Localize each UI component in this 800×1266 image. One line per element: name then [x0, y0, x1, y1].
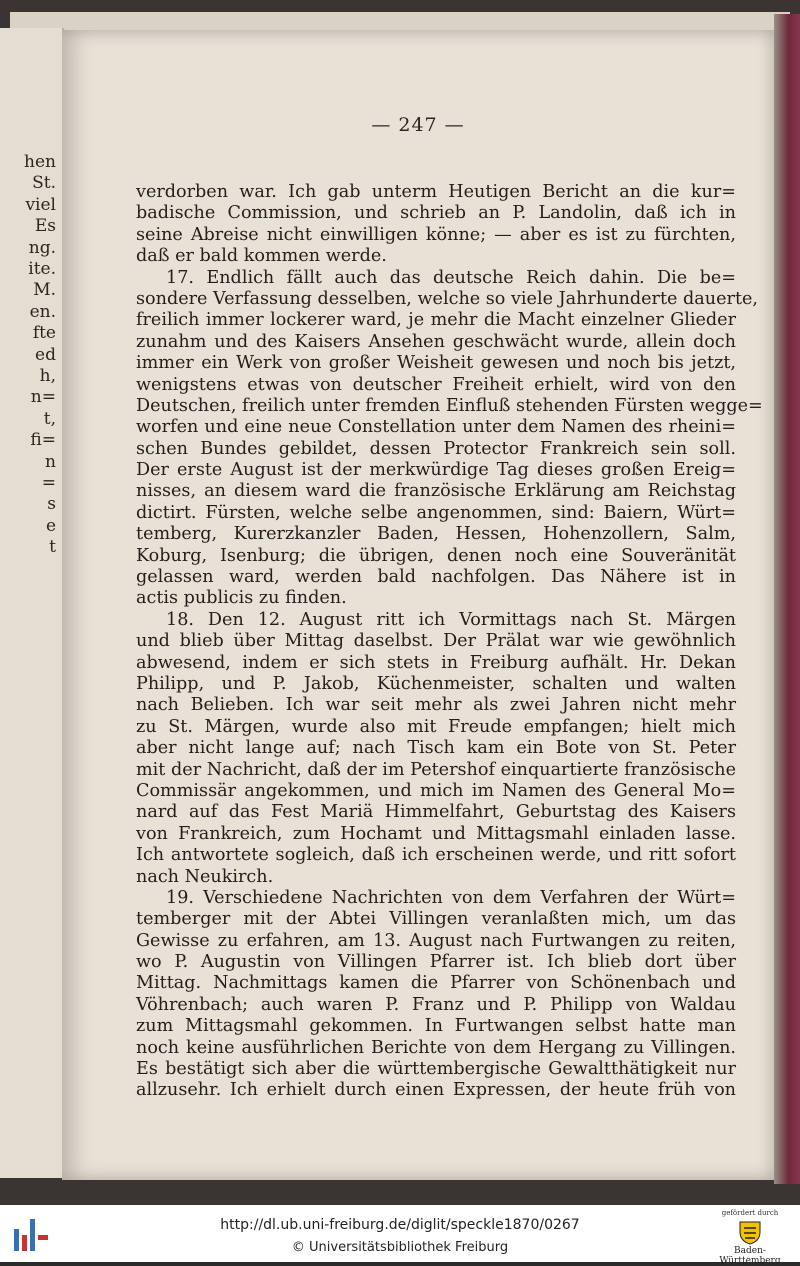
left-page-text-fragment: ed: [35, 344, 56, 365]
text-line: von Frankreich, zum Hochamt und Mittagsmahl einladen lasse.: [136, 823, 736, 844]
book-cover-edge: [774, 14, 800, 1184]
text-line: dictirt. Fürsten, welche selbe angenommen, sind: Baiern, Würt=: [136, 502, 736, 523]
left-page-text-fragment: n: [45, 451, 56, 472]
text-line: Philipp, und P. Jakob, Küchenmeister, schalten und walten: [136, 673, 736, 694]
left-page-text-fragment: ng.: [28, 237, 56, 258]
text-line: actis publicis zu finden.: [136, 588, 347, 609]
text-line: 19. Verschiedene Nachrichten von dem Verfahren der Würt=: [166, 887, 736, 908]
left-page-text-fragment: Es: [34, 216, 56, 237]
left-page-text-fragment: s: [47, 494, 56, 515]
text-line: Vöhrenbach; auch waren P. Franz und P. Philipp von Waldau: [136, 994, 736, 1015]
text-line: Der erste August ist der merkwürdige Tag dieses großen Ereig=: [136, 460, 736, 481]
text-line: nisses, an diesem ward die französische Erklärung am Reichstag: [136, 481, 736, 502]
text-line: badische Commission, und schrieb an P. Landolin, daß ich in: [136, 203, 736, 224]
funder-badge: [710, 1209, 790, 1266]
document-url-link[interactable]: http://dl.ub.uni-freiburg.de/diglit/speckle1870/0267: [220, 1217, 580, 1233]
left-page-text-fragment: t,: [43, 408, 56, 429]
text-line: allzusehr. Ich erhielt durch einen Expressen, der heute früh von: [136, 1080, 736, 1101]
text-line: nach Neukirch.: [136, 866, 274, 887]
copyright-notice: © Universitätsbibliothek Freiburg: [291, 1240, 509, 1255]
text-line: Mittag. Nachmittags kamen die Pfarrer von Schönenbach und: [136, 973, 736, 994]
left-page-text-fragment: ite.: [28, 259, 56, 279]
left-page-fragment: [0, 28, 64, 1178]
text-line: Es bestätigt sich aber die württembergische Gewaltthätigkeit nur: [136, 1059, 736, 1080]
text-line: 17. Endlich fällt auch das deutsche Reich dahin. Die be=: [166, 267, 736, 288]
text-line: zunahm und des Kaisers Ansehen geschwächt wurde, allein doch: [136, 331, 736, 352]
text-line: temberger mit der Abtei Villingen veranlaßten mich, um das: [136, 909, 736, 930]
text-line: 18. Den 12. August ritt ich Vormittags nach St. Märgen: [166, 609, 736, 630]
page-number: — 247 —: [371, 114, 465, 136]
text-line: immer ein Werk von großer Weisheit gewesen und noch bis jetzt,: [136, 353, 736, 374]
text-line: freilich immer lockerer ward, je mehr die Macht einzelner Glieder: [136, 310, 736, 331]
text-line: aber nicht lange auf; nach Tisch kam ein Bote von St. Peter: [136, 738, 736, 759]
text-line: Koburg, Isenburg; die übrigen, denen noch eine Souveränität: [136, 545, 736, 566]
left-page-text-fragment: viel: [25, 194, 56, 215]
text-line: schen Bundes gebildet, dessen Protector Frankreich sein soll.: [136, 438, 736, 459]
text-line: wenigstens etwas von deutscher Freiheit erhielt, wird von den: [136, 374, 736, 395]
left-page-text-fragment: hen: [24, 152, 56, 172]
text-line: zum Mittagsmahl gekommen. In Furtwangen selbst hatte man: [136, 1016, 736, 1037]
text-line: wo P. Augustin von Villingen Pfarrer ist. Ich blieb dort über: [136, 952, 736, 973]
text-line: Gewisse zu erfahren, am 13. August nach Furtwangen zu reiten,: [136, 930, 736, 951]
text-line: Deutschen, freilich unter fremden Einfluß stehenden Fürsten wegge=: [136, 395, 763, 416]
text-line: nach Belieben. Ich war seit mehr als zwei Jahren nicht mehr: [136, 695, 736, 716]
viewer-footer: [0, 1205, 800, 1266]
text-line: und blieb über Mittag daselbst. Der Prälat war wie gewöhnlich: [136, 631, 736, 652]
left-page-text-fragment: en.: [29, 301, 56, 322]
text-line: mit der Nachricht, daß der im Petershof einquartierte französische: [136, 759, 736, 780]
left-page-text-fragment: fi=: [30, 430, 56, 451]
text-line: zu St. Märgen, wurde also mit Freude empfangen; hielt mich: [136, 716, 736, 737]
text-line: worfen und eine neue Constellation unter dem Namen des rheini=: [136, 417, 736, 438]
text-line: daß er bald kommen werde.: [136, 246, 387, 267]
baden-wuerttemberg-crest-icon: [737, 1219, 763, 1245]
left-page-text-fragment: h,: [39, 366, 56, 386]
text-line: gelassen ward, werden bald nachfolgen. Das Nähere ist in: [136, 567, 736, 588]
book-page: [62, 30, 774, 1180]
left-page-text-fragment: M.: [33, 280, 56, 301]
left-page-text-fragment: St.: [32, 173, 56, 194]
funder-label: gefördert durch: [721, 1209, 779, 1217]
text-line: Ich antwortete sogleich, daß ich erscheinen werde, und ritt sofort: [136, 845, 736, 866]
left-page-text-fragment: n=: [30, 387, 56, 408]
text-line: verdorben war. Ich gab unterm Heutigen Bericht an die kur=: [136, 182, 736, 202]
left-page-text-fragment: t: [49, 537, 56, 558]
text-line: nard auf das Fest Mariä Himmelfahrt, Geburtstag des Kaisers: [136, 802, 736, 823]
text-line: abwesend, indem er sich stets in Freiburg aufhält. Hr. Dekan: [136, 652, 736, 673]
text-line: sondere Verfassung desselben, welche so viele Jahrhunderte dauerte,: [136, 288, 759, 309]
left-page-text-fragment: fte: [32, 323, 56, 344]
text-line: Commissär angekommen, und mich im Namen des General Mo=: [136, 780, 736, 801]
page-text: [136, 182, 763, 1102]
text-line: temberg, Kurerzkanzler Baden, Hessen, Hohenzollern, Salm,: [136, 524, 736, 545]
left-page-text-fragment: e: [45, 515, 56, 536]
funder-name: Baden-Württemberg: [719, 1246, 781, 1266]
book-top-edge: [10, 12, 790, 32]
text-line: seine Abreise nicht einwilligen könne; — aber es ist zu fürchten,: [136, 224, 736, 245]
text-line: noch keine ausführlichen Berichte von dem Hergang zu Villingen.: [136, 1037, 736, 1058]
left-page-text-fragment: =: [41, 473, 56, 493]
